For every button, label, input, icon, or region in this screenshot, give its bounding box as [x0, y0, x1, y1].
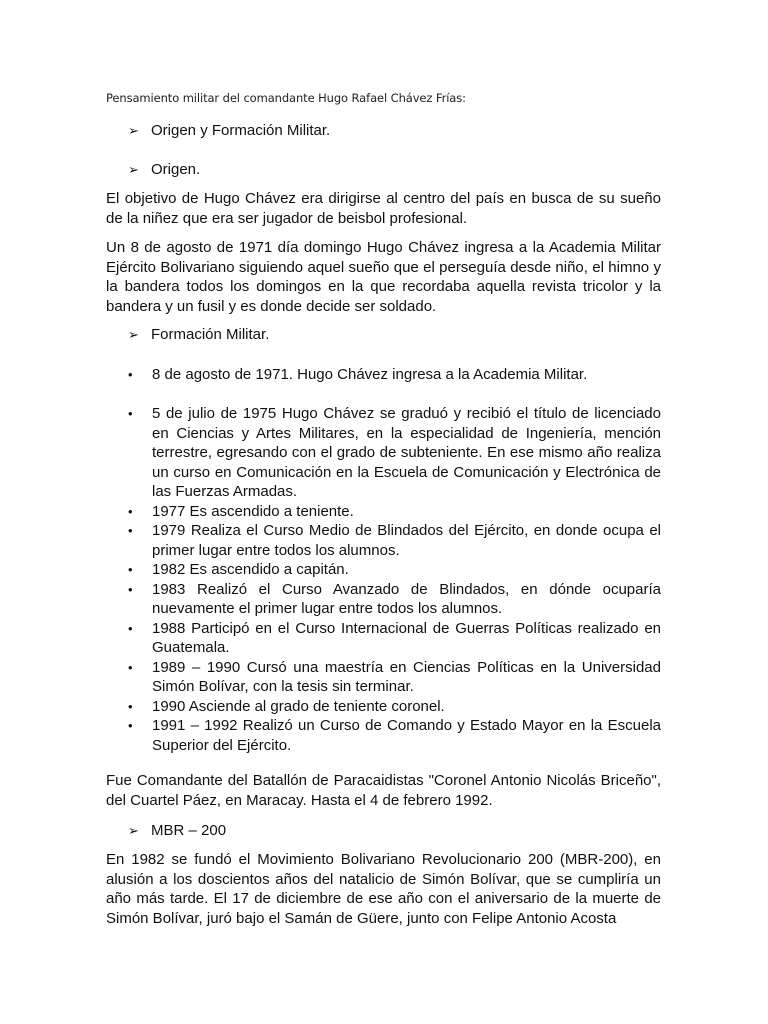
bullet-list-first: [106, 365, 661, 385]
heading-text: Formación Militar.: [151, 326, 270, 343]
list-item: [106, 697, 661, 717]
list-item-text: 1988 Participó en el Curso Internacional de Guerras Políticas realizado en Guatemala.: [152, 619, 661, 656]
list-item: [106, 404, 661, 502]
arrow-bullet-icon: ➢: [128, 823, 139, 838]
bullet-dot-icon: •: [128, 503, 133, 519]
list-item-text: 8 de agosto de 1971. Hugo Chávez ingresa a la Academia Militar.: [152, 366, 588, 383]
bullet-dot-icon: •: [128, 406, 133, 421]
bullet-dot-icon: •: [128, 718, 133, 733]
list-item: [106, 658, 661, 697]
heading-text: Origen y Formación Militar.: [151, 122, 331, 139]
bullet-dot-icon: •: [128, 523, 133, 538]
list-item-text: 1991 – 1992 Realizó un Curso de Comando y Estado Mayor en la Escuela Superior del Ejército.: [152, 717, 661, 754]
bullet-dot-icon: •: [128, 620, 133, 636]
section-heading-formacion: [128, 325, 269, 344]
bullet-dot-icon: •: [128, 659, 133, 675]
paragraph-mbr: En 1982 se fundó el Movimiento Bolivariano Revolucionario 200 (MBR-200), en alusión a los doscientos años del natalicio de Simón Bolívar, que se cumpliría un año más tarde. El 17 de diciembre de ese año con el aniversario de la muerte de Simón Bolívar, juró bajo el Samán de Güere, junto con Felipe Antonio Acosta: [106, 851, 661, 927]
list-item: [106, 619, 661, 658]
list-item-text: 1977 Es ascendido a teniente.: [152, 502, 354, 520]
bullet-dot-icon: •: [128, 562, 133, 577]
list-item: [106, 716, 661, 755]
list-item: [106, 521, 661, 560]
list-item-text: 1989 – 1990 Cursó una maestría en Ciencias Políticas en la Universidad Simón Bolívar, con la tesis sin terminar.: [152, 658, 661, 695]
list-item: [106, 560, 661, 580]
paragraph-objetivo: El objetivo de Hugo Chávez era dirigirse al centro del país en busca de su sueño de la niñez que era ser jugador de beisbol profesional.: [106, 190, 661, 227]
list-item: [106, 502, 661, 522]
arrow-bullet-icon: ➢: [128, 327, 139, 342]
heading-text: Origen.: [151, 161, 201, 178]
paragraph-ingreso: Un 8 de agosto de 1971 día domingo Hugo Chávez ingresa a la Academia Militar Ejército Bolivariano siguiendo aquel sueño que el perseguía desde niño, el himno y la bandera todos los domingos en la que recordaba aquella revista tricolor y la bandera y un fusil y es donde decide ser soldado.: [106, 239, 661, 315]
list-item: [106, 580, 661, 619]
arrow-bullet-icon: ➢: [128, 162, 139, 177]
list-item-text: 1982 Es ascendido a capitán.: [152, 561, 349, 578]
arrow-bullet-icon: ➢: [128, 123, 139, 138]
list-item-text: 5 de julio de 1975 Hugo Chávez se graduó y recibió el título de licenciado en Ciencias y Artes Militares, en la especialidad de Ingeniería, mención terrestre, egresando con el grado de subteniente. En ese mismo año realiza un curso en Comunicación en la Escuela de Comunicación y Electrónica de las Fuerzas Armadas.: [152, 405, 661, 500]
paragraph-comandante: Fue Comandante del Batallón de Paracaidistas "Coronel Antonio Nicolás Briceño", del Cuartel Páez, en Maracay. Hasta el 4 de febrero 1992.: [106, 772, 661, 809]
section-heading-origen: [128, 160, 200, 179]
list-item-text: 1979 Realiza el Curso Medio de Blindados del Ejército, en donde ocupa el primer lugar entre todos los alumnos.: [152, 522, 661, 559]
section-heading-mbr: [128, 821, 226, 840]
bullet-dot-icon: •: [128, 581, 133, 597]
bullet-dot-icon: •: [128, 367, 133, 382]
bullet-list-timeline: [106, 404, 661, 755]
bullet-dot-icon: •: [128, 698, 133, 714]
heading-text: MBR – 200: [151, 822, 227, 839]
document-title: Pensamiento militar del comandante Hugo Rafael Chávez Frías:: [106, 91, 466, 105]
section-heading-origen-formacion: [128, 121, 330, 140]
list-item-text: 1983 Realizó el Curso Avanzado de Blindados, en dónde ocuparía nuevamente el primer lugar entre todos los alumnos.: [152, 580, 661, 617]
list-item-text: 1990 Asciende al grado de teniente coronel.: [152, 697, 445, 715]
list-item: [106, 365, 661, 385]
